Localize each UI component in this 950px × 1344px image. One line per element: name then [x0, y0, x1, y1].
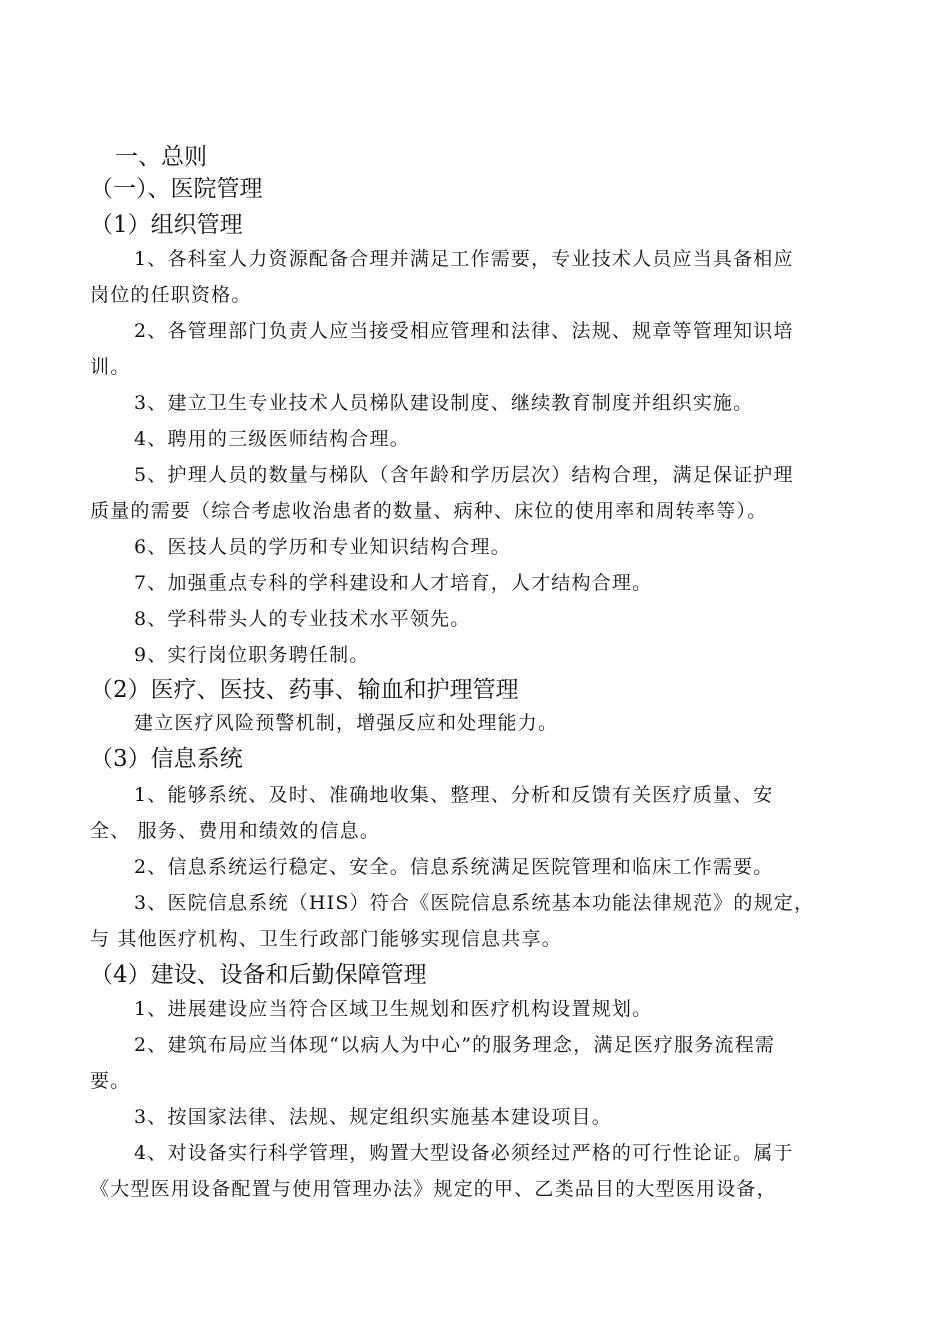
- heading: 一、总则: [115, 144, 207, 170]
- section-title: （1）组织管理: [90, 212, 243, 238]
- paragraph-line: 《大型医用设备配置与使用管理办法》规定的甲、乙类品目的大型医用设备，: [90, 1178, 777, 1200]
- paragraph-line: 5、护理人员的数量与梯队（含年龄和学历层次）结构合理，满足保证护理: [134, 464, 794, 486]
- paragraph-line: 9、实行岗位职务聘任制。: [134, 644, 370, 666]
- paragraph-line: 建立医疗风险预警机制，增强反应和处理能力。: [134, 712, 559, 734]
- paragraph-line: 8、学科带头人的专业技术水平领先。: [134, 608, 471, 630]
- paragraph-line: 4、对设备实行科学管理，购置大型设备必须经过严格的可行性论证。属于: [134, 1142, 794, 1164]
- paragraph-line: 6、医技人员的学历和专业知识结构合理。: [134, 536, 511, 558]
- paragraph-line: 全、 服务、费用和绩效的信息。: [90, 820, 381, 842]
- paragraph-line: 要。: [90, 1070, 131, 1092]
- paragraph-line: 质量的需要（综合考虑收治患者的数量、病种、床位的使用率和周转率等）。: [90, 500, 768, 522]
- section-title: （4）建设、设备和后勤保障管理: [90, 962, 427, 988]
- paragraph-line: 训。: [90, 356, 131, 378]
- paragraph-line: 1、能够系统、及时、准确地收集、整理、分析和反馈有关医疗质量、安: [134, 784, 774, 806]
- sub-heading: （一）、医院管理: [90, 176, 263, 202]
- section-title: （3）信息系统: [90, 746, 243, 772]
- paragraph-line: 1、进展建设应当符合区域卫生规划和医疗机构设置规划。: [134, 998, 653, 1020]
- paragraph-line: 2、信息系统运行稳定、安全。信息系统满足医院管理和临床工作需要。: [134, 856, 774, 878]
- paragraph-line: 4、聘用的三级医师结构合理。: [134, 428, 410, 450]
- paragraph-line: 2、各管理部门负责人应当接受相应管理和法律、法规、规章等管理知识培: [134, 320, 794, 342]
- paragraph-line: 3、建立卫生专业技术人员梯队建设制度、继续教育制度并组织实施。: [134, 392, 754, 414]
- paragraph-line: 7、加强重点专科的学科建设和人才培育，人才结构合理。: [134, 572, 653, 594]
- paragraph-line: 与 其他医疗机构、卫生行政部门能够实现信息共享。: [90, 928, 562, 950]
- section-title: （2）医疗、医技、药事、输血和护理管理: [90, 677, 519, 703]
- paragraph-line: 1、各科室人力资源配备合理并满足工作需要，专业技术人员应当具备相应: [134, 248, 794, 270]
- paragraph-line: 岗位的任职资格。: [90, 284, 252, 306]
- paragraph-line: 3、医院信息系统（HIS）符合《医院信息系统基本功能法律规范》的规定，: [134, 892, 815, 914]
- paragraph-line: 2、建筑布局应当体现“以病人为中心”的服务理念，满足医疗服务流程需: [134, 1034, 776, 1056]
- paragraph-line: 3、按国家法律、法规、规定组织实施基本建设项目。: [134, 1106, 612, 1128]
